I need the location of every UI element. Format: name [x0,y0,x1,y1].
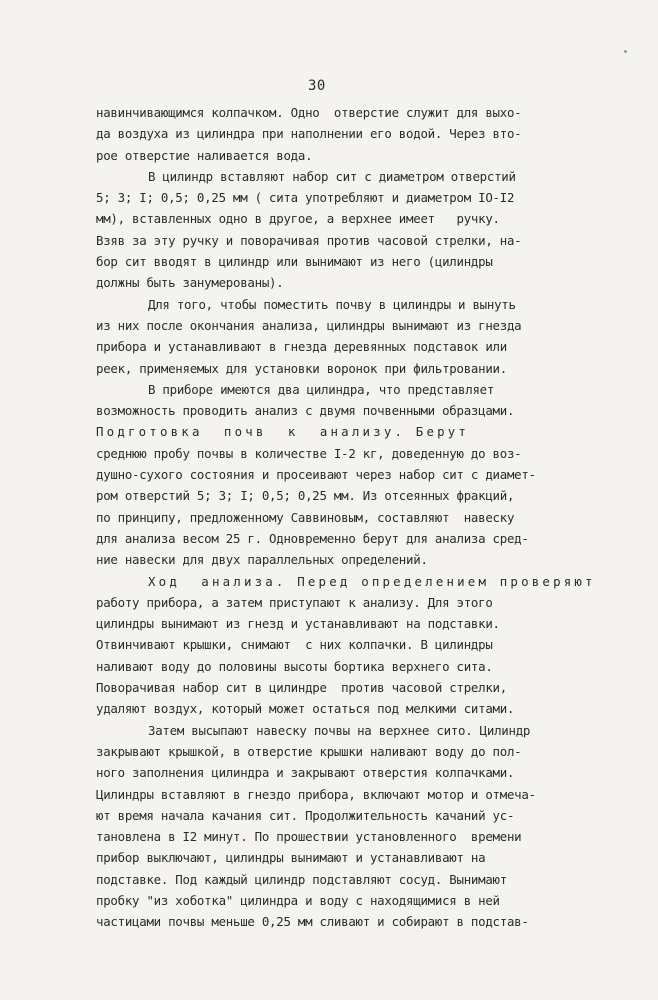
text-line: ром отверстий 5; 3; I; 0,5; 0,25 мм. Из отсеянных фракций, [96,488,515,504]
section-heading-line: Ход анализа. Перед определением проверяют [148,573,596,589]
text-line: навинчивающимся колпачком. Одно отверстие служит для выхо- [96,105,522,120]
text-line: ют время начала качания сит. Продолжительность качаний ус- [96,807,515,823]
text-line: ние навески для двух параллельных определений. [96,552,428,568]
text-line: по принципу, предложенному Саввиновым, составляют навеску [96,509,515,525]
text-line: бор сит вводят в цилиндр или вынимают из него (цилиндры [96,254,493,270]
page-number: 30 [308,78,326,94]
text-line: из них после окончания анализа, цилиндры вынимают из гнезда [96,317,522,333]
text-line: тановлена в I2 минут. По прошествии установленного времени [96,829,522,845]
text-line: частицами почвы меньше 0,25 мм сливают и собирают в подстав- [96,914,529,930]
text-line: ного заполнения цилиндра и закрывают отверстия колпачками. [96,765,515,781]
text-line: В приборе имеются два цилиндра, что представляет [148,381,495,397]
text-line: среднюю пробу почвы в количестве I-2 кг, доведенную до воз- [96,445,522,461]
text-line: Поворачивая набор сит в цилиндре против часовой стрелки, [96,680,507,696]
text-line: цилиндры вынимают из гнезд и устанавливают на подставки. [96,616,500,632]
body-text [96,102,616,933]
text-line: рое отверстие наливается вода. [96,147,313,163]
text-line: для анализа весом 25 г. Одновременно берут для анализа сред- [96,530,529,546]
text-line: Для того, чтобы поместить почву в цилиндры и вынуть [148,296,516,312]
section-heading-line: Подготовка почв к анализу. Берут [96,424,470,440]
text-line: наливают воду до половины высоты бортика верхнего сита. [96,658,493,674]
text-line: должны быть занумерованы). [96,275,284,291]
text-line: да воздуха из цилиндра при наполнении его водой. Через вто- [96,126,522,142]
text-line: прибор выключают, цилиндры вынимают и устанавливают на [96,850,486,866]
text-line: В цилиндр вставляют набор сит с диаметром отверстий [148,168,516,184]
text-line: Затем высыпают навеску почвы на верхнее сито. Цилиндр [148,722,531,738]
text-line: удаляют воздух, который может остаться под мелкими ситами. [96,701,515,717]
scan-speck [624,50,627,53]
text-line: возможность проводить анализ с двумя почвенными образцами. [96,403,515,419]
text-line: душно-сухого состояния и просеивают через набор сит с диамет- [96,467,536,483]
text-line: работу прибора, а затем приступают к анализу. Для этого [96,594,493,610]
text-line: реек, применяемых для установки воронок при фильтровании. [96,360,507,376]
text-line: прибора и устанавливают в гнезда деревянных подставок или [96,339,507,355]
text-line: Отвинчивают крышки, снимают с них колпачки. В цилиндры [96,637,493,653]
text-line: 5; 3; I; 0,5; 0,25 мм ( сита употребляют и диаметром IO-I2 [96,190,515,206]
text-line: подставке. Под каждый цилиндр подставляют сосуд. Вынимают [96,871,507,887]
text-line: мм), вставленных одно в другое, а верхнее имеет ручку. [96,211,500,227]
text-line: закрывают крышкой, в отверстие крышки наливают воду до пол- [96,743,522,759]
text-line: пробку "из хоботка" цилиндра и воду с находящимися в ней [96,892,500,908]
text-line: Взяв за эту ручку и поворачивая против часовой стрелки, на- [96,232,522,248]
text-line: Цилиндры вставляют в гнездо прибора, включают мотор и отмеча- [96,786,536,802]
